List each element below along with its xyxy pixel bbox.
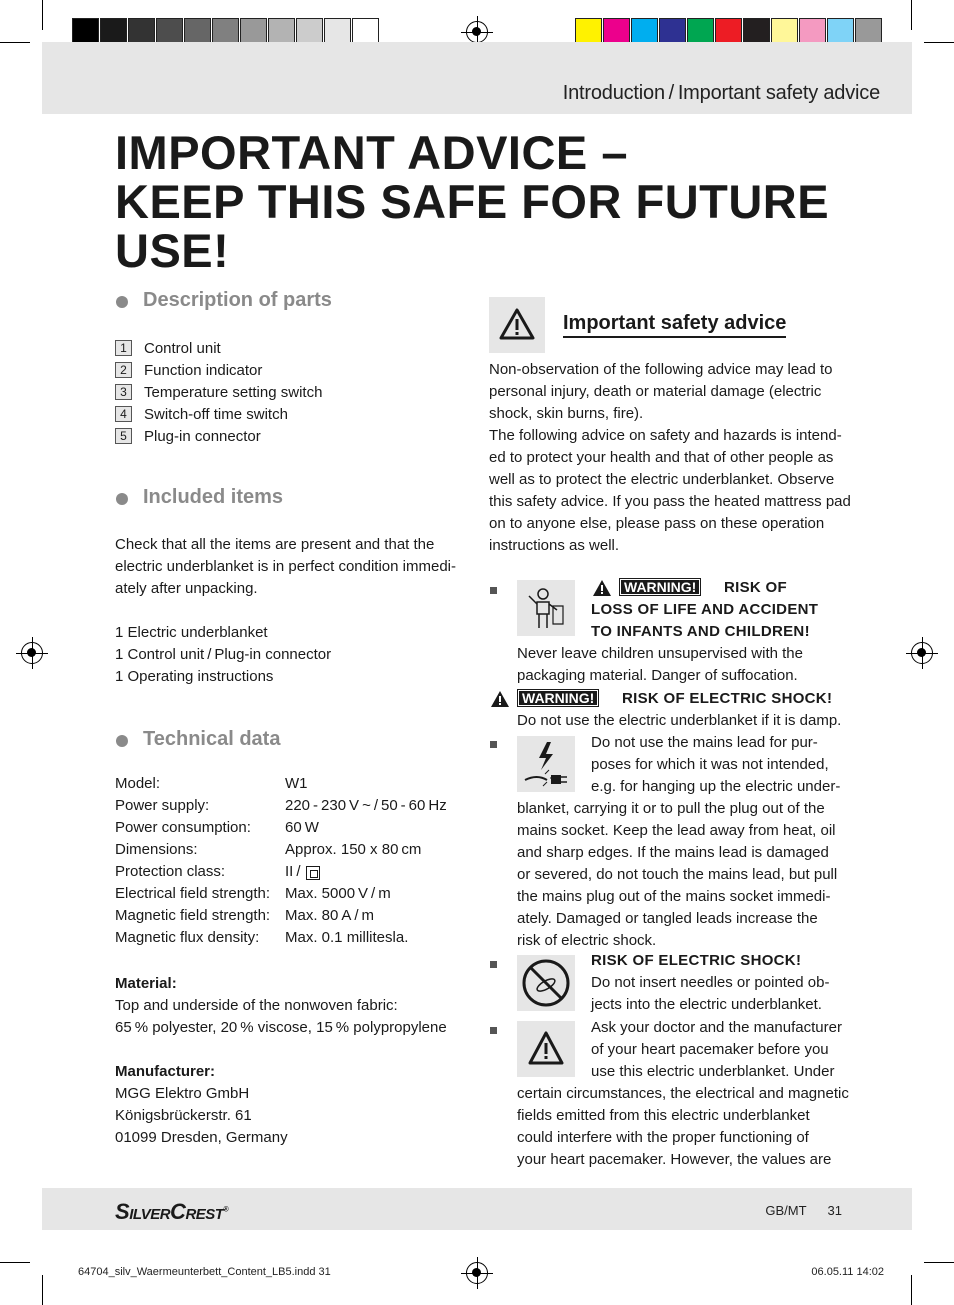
technical-label: Electrical field strength:	[115, 885, 271, 902]
color-swatch	[100, 18, 127, 45]
text-line: poses for which it was not intended,	[591, 756, 829, 773]
warning-1-heading: TO INFANTS AND CHILDREN!	[591, 623, 810, 640]
text-line: shock, skin burns, fire).	[489, 405, 644, 422]
no-pins-icon	[517, 955, 575, 1011]
technical-label: Model:	[115, 775, 161, 792]
technical-value: II /	[285, 863, 304, 880]
material-heading: Material:	[115, 975, 177, 992]
registration-mark-top	[466, 21, 488, 43]
warning-triangle-icon	[517, 1021, 575, 1077]
included-intro-line: electric underblanket is in perfect condition immedi-	[115, 558, 456, 575]
technical-value: 60 W	[285, 819, 319, 836]
warning-4-heading: RISK OF ELECTRIC SHOCK!	[591, 952, 802, 969]
technical-row	[115, 841, 475, 863]
part-label: Function indicator	[144, 361, 263, 379]
warning-1-heading: RISK OF	[724, 579, 787, 596]
registration-mark-right	[911, 642, 933, 664]
list-bullet	[490, 1027, 497, 1034]
warning-1-text: packaging material. Danger of suffocation.	[517, 667, 798, 684]
part-number: 2	[115, 362, 132, 378]
text-line: risk of electric shock.	[517, 932, 657, 949]
text-line: Ask your doctor and the manufacturer	[591, 1019, 842, 1036]
included-item: 1 Operating instructions	[115, 668, 274, 685]
color-swatch	[156, 18, 183, 45]
parts-item	[115, 425, 261, 447]
mains-lead-pictogram	[517, 736, 575, 792]
text-line: e.g. for hanging up the electric under-	[591, 778, 841, 795]
technical-row	[115, 797, 475, 819]
page-label: GB/MT	[765, 1203, 807, 1218]
manufacturer-line: Königsbrückerstr. 61	[115, 1107, 252, 1124]
color-swatch	[72, 18, 99, 45]
lightning-plug-icon	[517, 736, 575, 792]
text-line: Do not use the mains lead for pur-	[591, 734, 818, 751]
part-label: Control unit	[144, 339, 221, 357]
list-bullet	[490, 961, 497, 968]
color-swatch	[324, 18, 351, 45]
page-title: IMPORTANT ADVICE – KEEP THIS SAFE FOR FUTURE USE!	[115, 126, 830, 277]
color-swatch	[603, 18, 630, 45]
brand-logo: SILVERCREST®	[115, 1199, 229, 1224]
warning-4-text: Do not insert needles or pointed ob-	[591, 974, 830, 991]
text-line: could interfere with the proper functioning of	[517, 1129, 809, 1146]
bullet-icon	[116, 735, 128, 747]
text-line: personal injury, death or material damage (electric	[489, 383, 822, 400]
text-line: fields emitted from this electric underblanket	[517, 1107, 810, 1124]
warning-triangle-icon	[489, 297, 545, 353]
child-warning-pictogram	[517, 580, 575, 636]
material-line: Top and underside of the nonwoven fabric:	[115, 997, 398, 1014]
color-swatch	[659, 18, 686, 45]
safety-warning-box	[489, 297, 545, 353]
text-line: use this electric underblanket. Under	[591, 1063, 835, 1080]
parts-item	[115, 337, 221, 359]
color-swatch	[575, 18, 602, 45]
warning-4-text: jects into the electric underblanket.	[591, 996, 822, 1013]
part-label: Plug-in connector	[144, 427, 261, 445]
material-line: 65 % polyester, 20 % viscose, 15 % polypropylene	[115, 1019, 447, 1036]
text-line: ately. Damaged or tangled leads increase the	[517, 910, 818, 927]
text-line: mains socket. Keep the lead away from heat, oil	[517, 822, 836, 839]
warning-triangle-icon	[489, 689, 511, 714]
registration-mark-bottom	[466, 1262, 488, 1284]
part-number: 4	[115, 406, 132, 422]
color-swatch	[352, 18, 379, 45]
double-insulation-icon	[306, 866, 320, 880]
technical-value: Max. 80 A / m	[285, 907, 375, 924]
parts-item	[115, 359, 262, 381]
technical-label: Magnetic flux density:	[115, 929, 260, 946]
text-line: well as to protect the electric underblanket. Observe	[489, 471, 835, 488]
text-line: Non-observation of the following advice may lead to	[489, 361, 833, 378]
included-item: 1 Control unit / Plug-in connector	[115, 646, 332, 663]
page-number: 31	[827, 1203, 842, 1218]
technical-value: Approx. 150 x 80 cm	[285, 841, 422, 858]
technical-row	[115, 863, 475, 885]
color-swatch	[631, 18, 658, 45]
print-slug-date: 06.05.11 14:02	[811, 1266, 884, 1278]
manufacturer-line: MGG Elektro GmbH	[115, 1085, 250, 1102]
color-swatch	[296, 18, 323, 45]
header-section-title: Introduction / Important safety advice	[562, 82, 880, 104]
color-swatch	[715, 18, 742, 45]
included-intro-line: ately after unpacking.	[115, 580, 258, 597]
color-swatch	[240, 18, 267, 45]
part-number: 1	[115, 340, 132, 356]
part-label: Temperature setting switch	[144, 383, 323, 401]
technical-row	[115, 885, 475, 907]
part-number: 5	[115, 428, 132, 444]
safety-heading: Important safety advice	[563, 312, 786, 338]
no-needles-pictogram	[517, 955, 575, 1011]
technical-value: W1	[285, 775, 308, 792]
technical-row	[115, 907, 475, 929]
part-number: 3	[115, 384, 132, 400]
color-swatch	[212, 18, 239, 45]
color-swatch	[855, 18, 882, 45]
included-item: 1 Electric underblanket	[115, 624, 268, 641]
text-line: certain circumstances, the electrical and magnetic	[517, 1085, 849, 1102]
text-line: your heart pacemaker. However, the values are	[517, 1151, 832, 1168]
warning-badge: WARNING!	[619, 578, 701, 597]
text-line: the mains plug out of the mains socket immedi-	[517, 888, 831, 905]
technical-row	[115, 819, 475, 841]
text-line: on to anyone else, please pass on these operation	[489, 515, 825, 532]
bullet-icon	[116, 296, 128, 308]
manufacturer-line: 01099 Dresden, Germany	[115, 1129, 288, 1146]
warning-1-text: Never leave children unsupervised with the	[517, 645, 803, 662]
child-with-bag-icon	[517, 580, 575, 636]
text-line: this safety advice. If you pass the heated mattress pad	[489, 493, 851, 510]
technical-label: Magnetic field strength:	[115, 907, 271, 924]
color-swatch	[687, 18, 714, 45]
manufacturer-heading: Manufacturer:	[115, 1063, 216, 1080]
bullet-icon	[116, 493, 128, 505]
warning-2-text: Do not use the electric underblanket if it is damp.	[517, 712, 842, 729]
text-line: and sharp edges. If the mains lead is damaged	[517, 844, 829, 861]
technical-value: Max. 5000 V / m	[285, 885, 391, 902]
warning-1-heading: LOSS OF LIFE AND ACCIDENT	[591, 601, 819, 618]
registration-mark-left	[21, 642, 43, 664]
technical-label: Protection class:	[115, 863, 226, 880]
color-swatch	[268, 18, 295, 45]
technical-label: Power supply:	[115, 797, 210, 814]
included-intro-line: Check that all the items are present and that the	[115, 536, 435, 553]
text-line: The following advice on safety and hazards is intend-	[489, 427, 842, 444]
text-line: blanket, carrying it or to pull the plug out of the	[517, 800, 825, 817]
warning-2-heading: RISK OF ELECTRIC SHOCK!	[622, 690, 833, 707]
print-slug-file: 64704_silv_Waermeunterbett_Content_LB5.indd 31	[78, 1266, 331, 1278]
technical-label: Dimensions:	[115, 841, 198, 858]
text-line: instructions as well.	[489, 537, 620, 554]
parts-item	[115, 403, 288, 425]
technical-heading: Technical data	[143, 728, 281, 750]
list-bullet	[490, 741, 497, 748]
pacemaker-pictogram	[517, 1021, 575, 1077]
parts-heading: Description of parts	[143, 289, 332, 311]
color-swatch	[799, 18, 826, 45]
technical-row	[115, 929, 475, 951]
parts-item	[115, 381, 322, 403]
part-label: Switch-off time switch	[144, 405, 288, 423]
text-line: of your heart pacemaker before you	[591, 1041, 829, 1058]
color-swatch	[827, 18, 854, 45]
page-footer-info	[765, 1203, 842, 1218]
included-heading: Included items	[143, 486, 284, 508]
color-swatch	[743, 18, 770, 45]
warning-badge: WARNING!	[517, 689, 599, 708]
color-swatch	[128, 18, 155, 45]
technical-label: Power consumption:	[115, 819, 251, 836]
color-swatch	[771, 18, 798, 45]
text-line: or severed, do not touch the mains lead, but pull	[517, 866, 838, 883]
technical-row	[115, 775, 475, 797]
technical-value: Max. 0.1 millitesla.	[285, 929, 409, 946]
technical-value: 220 - 230 V ~ / 50 - 60 Hz	[285, 797, 447, 814]
text-line: ed to protect your health and that of other people as	[489, 449, 834, 466]
list-bullet	[490, 587, 497, 594]
color-swatch	[184, 18, 211, 45]
